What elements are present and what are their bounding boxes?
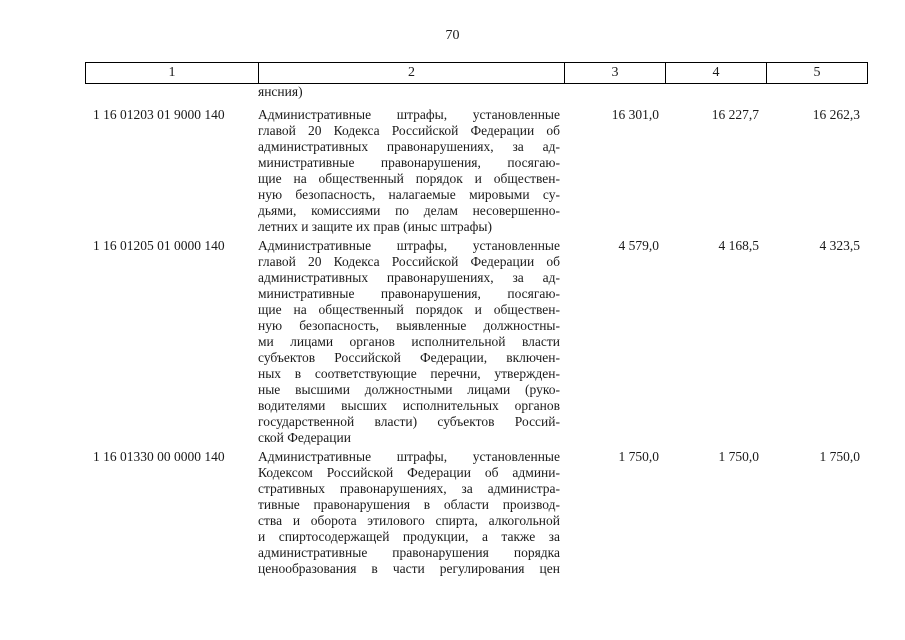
description-line: субъектов Российской Федерации, включен- bbox=[258, 350, 560, 365]
description-line: административных правонарушениях, за ад- bbox=[258, 139, 560, 154]
value-col-4: 1 750,0 bbox=[718, 449, 759, 464]
description-line: ства и оборота этилового спирта, алкогольной bbox=[258, 513, 560, 528]
value-col-5: 1 750,0 bbox=[819, 449, 860, 464]
description-line: ную безопасность, налагаемые мировыми су- bbox=[258, 187, 560, 202]
row-description bbox=[258, 238, 560, 446]
row-description bbox=[258, 107, 560, 235]
description-line: Административные штрафы, установленные bbox=[258, 238, 560, 253]
description-line: главой 20 Кодекса Российской Федерации об bbox=[258, 123, 560, 138]
description-line: щие на общественный порядок и обществен- bbox=[258, 302, 560, 317]
value-col-3: 4 579,0 bbox=[618, 238, 659, 253]
value-col-5: 16 262,3 bbox=[812, 107, 860, 122]
description-line: ми лицами органов исполнительной власти bbox=[258, 334, 560, 349]
column-header-2: 2 bbox=[259, 63, 565, 84]
description-line: стративных правонарушениях, за администра- bbox=[258, 481, 560, 496]
column-header-row bbox=[86, 63, 868, 84]
budget-code: 1 16 01330 00 0000 140 bbox=[93, 449, 225, 464]
description-line: Административные штрафы, установленные bbox=[258, 449, 560, 464]
column-header-table bbox=[85, 62, 868, 84]
description-line: государственной власти) субъектов Россий- bbox=[258, 414, 560, 429]
description-line: административных правонарушениях, за ад- bbox=[258, 270, 560, 285]
description-line: министративные правонарушения, посягаю- bbox=[258, 286, 560, 301]
budget-code: 1 16 01205 01 0000 140 bbox=[93, 238, 225, 253]
description-line: дьями, комиссиями по делам несовершенно- bbox=[258, 203, 560, 218]
description-line: водителями высших исполнительных органов bbox=[258, 398, 560, 413]
description-line: Кодексом Российской Федерации об админи- bbox=[258, 465, 560, 480]
continuation-text: янсния) bbox=[258, 84, 303, 99]
value-col-5: 4 323,5 bbox=[819, 238, 860, 253]
description-line: щие на общественный порядок и обществен- bbox=[258, 171, 560, 186]
row-description bbox=[258, 449, 560, 577]
page-number: 70 bbox=[445, 28, 460, 43]
column-header-1: 1 bbox=[86, 63, 259, 84]
description-line: летних и защите их прав (иныс штрафы) bbox=[258, 219, 492, 234]
description-line: Административные штрафы, установленные bbox=[258, 107, 560, 122]
value-col-4: 16 227,7 bbox=[711, 107, 759, 122]
description-line: ных в соответствующие перечни, утвержден- bbox=[258, 366, 560, 381]
column-header-5: 5 bbox=[767, 63, 868, 84]
description-line: ценообразования в части регулирования цен bbox=[258, 561, 560, 576]
column-header-4: 4 bbox=[666, 63, 767, 84]
description-line: ской Федерации bbox=[258, 430, 351, 445]
description-line: ную безопасность, выявленные должностны- bbox=[258, 318, 560, 333]
value-col-3: 16 301,0 bbox=[611, 107, 659, 122]
description-line: ные высшими должностными лицами (руко- bbox=[258, 382, 560, 397]
value-col-4: 4 168,5 bbox=[718, 238, 759, 253]
budget-code: 1 16 01203 01 9000 140 bbox=[93, 107, 225, 122]
description-line: министративные правонарушения, посягаю- bbox=[258, 155, 560, 170]
value-col-3: 1 750,0 bbox=[618, 449, 659, 464]
description-line: тивные правонарушения в области производ- bbox=[258, 497, 560, 512]
description-line: и спиртосодержащей продукции, а также за bbox=[258, 529, 560, 544]
description-line: главой 20 Кодекса Российской Федерации об bbox=[258, 254, 560, 269]
column-header-3: 3 bbox=[565, 63, 666, 84]
description-line: административные правонарушения порядка bbox=[258, 545, 560, 560]
